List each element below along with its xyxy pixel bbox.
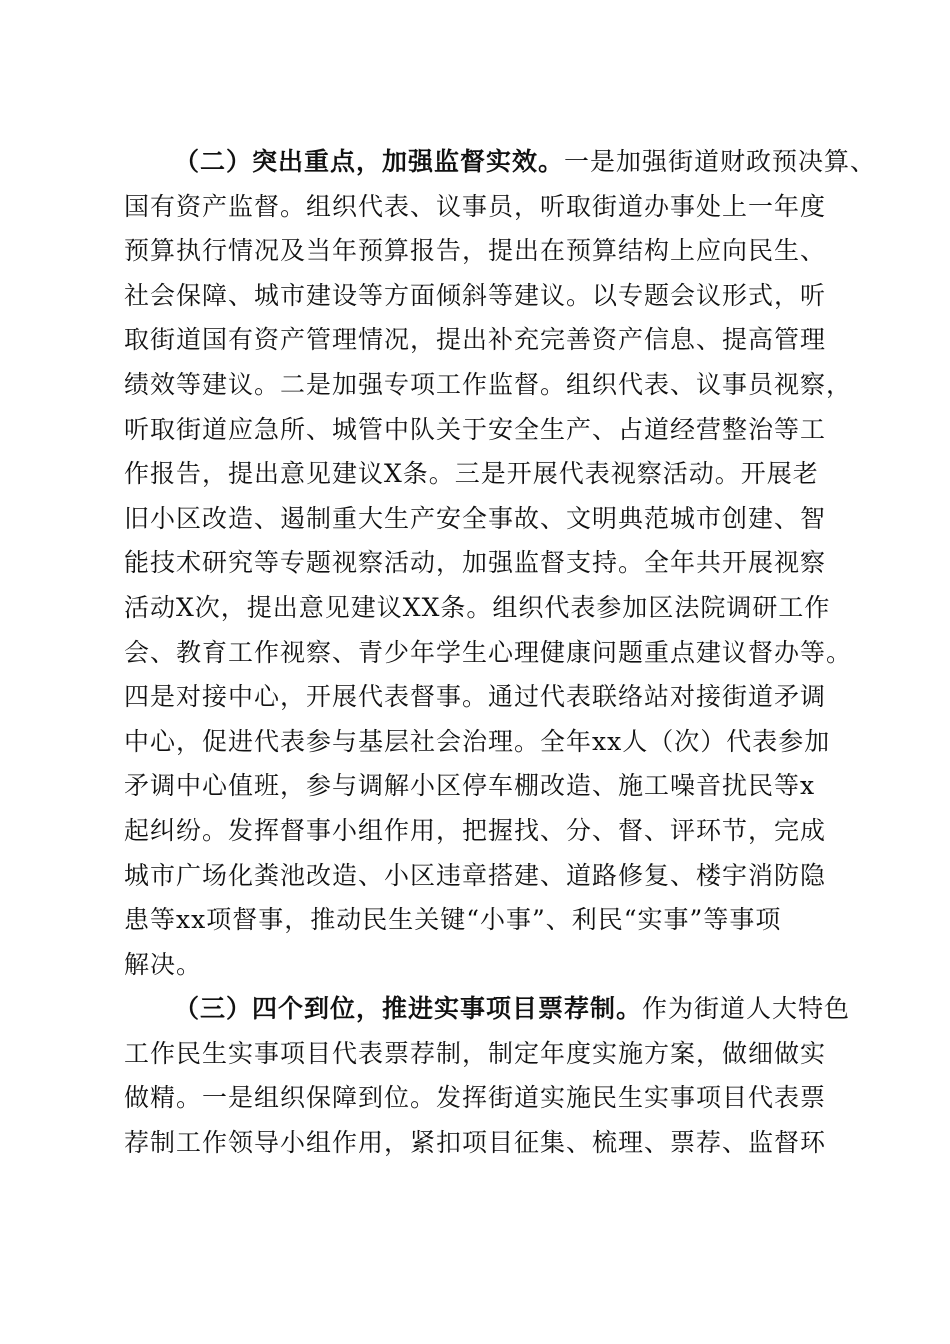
text-run: 作为街道人大特色 bbox=[642, 994, 851, 1024]
paragraph-line: 国有资产监督。组织代表、议事员，听取街道办事处上一年度 bbox=[124, 191, 827, 221]
paragraph-line: 活动X次，提出意见建议XX条。组织代表参加区法院调研工作 bbox=[124, 592, 831, 622]
paragraph-line: 工作民生实事项目代表票荐制，制定年度实施方案，做细做实 bbox=[124, 1038, 827, 1068]
paragraph-line: 城市广场化粪池改造、小区违章搭建、道路修复、楼宇消防隐 bbox=[124, 860, 827, 890]
paragraph-line: 荐制工作领导小组作用，紧扣项目征集、梳理、票荐、监督环 bbox=[124, 1128, 827, 1158]
paragraph-line bbox=[174, 987, 854, 1032]
paragraph-line: 做精。一是组织保障到位。发挥街道实施民生实事项目代表票 bbox=[124, 1083, 827, 1113]
body-text bbox=[124, 140, 877, 1166]
paragraph-line: 作报告，提出意见建议X条。三是开展代表视察活动。开展老 bbox=[124, 459, 819, 489]
paragraph-line: 会、教育工作视察、青少年学生心理健康问题重点建议督办等。 bbox=[124, 637, 853, 667]
section-heading: （二）突出重点，加强监督实效。 bbox=[174, 147, 565, 176]
paragraph-line: 能技术研究等专题视察活动，加强监督支持。全年共开展视察 bbox=[124, 548, 827, 578]
paragraph-line bbox=[174, 140, 877, 185]
paragraph-line: 起纠纷。发挥督事小组作用，把握找、分、督、评环节，完成 bbox=[124, 815, 827, 845]
section-heading: （三）四个到位，推进实事项目票荐制。 bbox=[174, 994, 643, 1024]
paragraph-line: 解决。 bbox=[124, 949, 203, 979]
paragraph-line: 患等xx项督事，推动民生关键“小事”、利民“实事”等事项 bbox=[124, 905, 782, 935]
paragraph-line: 预算执行情况及当年预算报告，提出在预算结构上应向民生、 bbox=[124, 236, 827, 266]
paragraph-line: 社会保障、城市建设等方面倾斜等建议。以专题会议形式，听 bbox=[124, 280, 827, 310]
text-run: 一是加强街道财政预决算、 bbox=[564, 147, 877, 176]
paragraph-line: 旧小区改造、遏制重大生产安全事故、文明典范城市创建、智 bbox=[124, 503, 827, 533]
paragraph-line: 中心，促进代表参与基层社会治理。全年xx人（次）代表参加 bbox=[124, 726, 831, 756]
paragraph-line: 听取街道应急所、城管中队关于安全生产、占道经营整治等工 bbox=[124, 414, 827, 444]
paragraph-line: 绩效等建议。二是加强专项工作监督。组织代表、议事员视察， bbox=[124, 369, 853, 399]
paragraph-line: 矛调中心值班，参与调解小区停车棚改造、施工噪音扰民等x bbox=[124, 771, 816, 801]
paragraph-line: 四是对接中心，开展代表督事。通过代表联络站对接街道矛调 bbox=[124, 682, 827, 712]
paragraph-line: 取街道国有资产管理情况，提出补充完善资产信息、提高管理 bbox=[124, 325, 827, 355]
